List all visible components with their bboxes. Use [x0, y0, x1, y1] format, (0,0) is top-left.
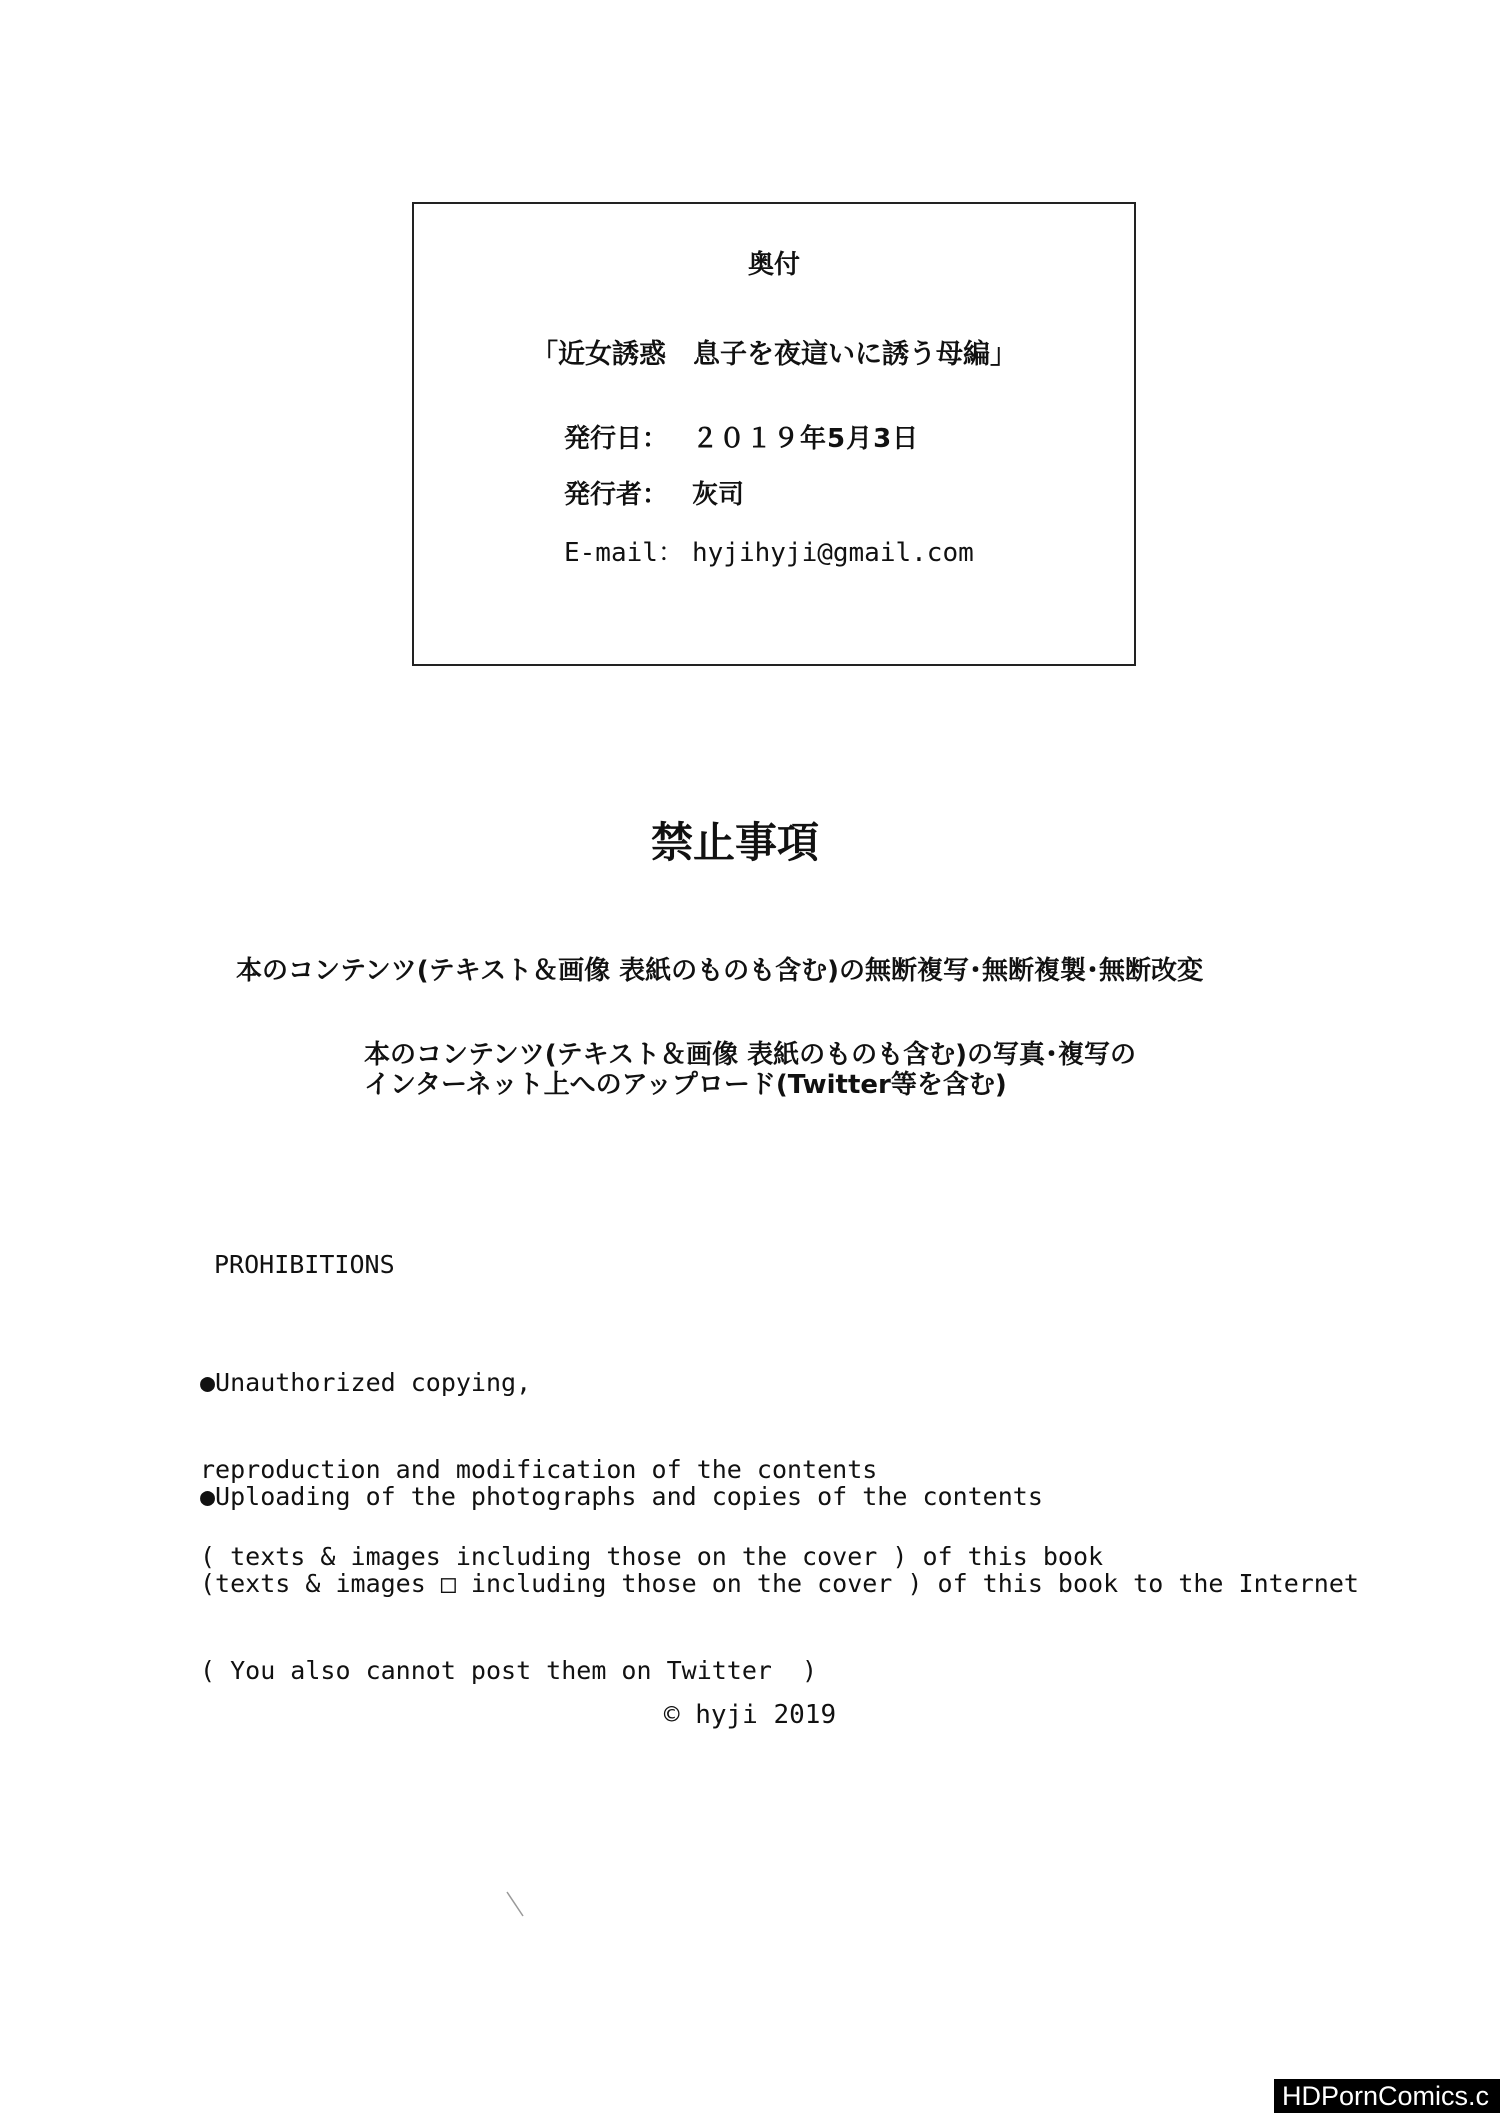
colophon-box — [412, 202, 1136, 666]
prohibitions-heading-en: PROHIBITIONS — [214, 1250, 395, 1279]
site-watermark: HDPornComics.c — [1274, 2079, 1500, 2113]
prohibition-item-2-jp — [364, 1040, 1136, 1100]
publisher-row — [564, 474, 744, 511]
publication-date-label: 発行日： — [564, 424, 669, 454]
prohibition-item-1-en-line-3: ( texts & images including those on the cover ) of this book — [200, 1542, 1104, 1571]
publication-date-row — [564, 418, 919, 455]
colophon-heading: 奥付 — [747, 250, 800, 280]
prohibition-item-2-jp-line-2: インターネット上へのアップロード(Twitter等を含む) — [364, 1070, 1007, 1100]
publisher-label: 発行者： — [564, 480, 669, 510]
prohibition-item-2-en-line-2: (texts & images □ including those on the cover ) of this book to the Internet — [200, 1569, 1359, 1598]
prohibition-item-2-jp-line-1: 本のコンテンツ(テキスト＆画像 表紙のものも含む)の写真･複写の — [364, 1040, 1136, 1070]
prohibition-item-2-en — [200, 1424, 1359, 1714]
prohibition-item-1-en-line-1: ●Unauthorized copying, — [200, 1368, 532, 1397]
email-label: E-mail： — [564, 538, 684, 568]
prohibition-item-1-jp: 本のコンテンツ(テキスト＆画像 表紙のものも含む)の無断複写･無断複製･無断改変 — [236, 956, 1203, 986]
prohibition-item-2-en-line-1: ●Uploading of the photographs and copies of the contents — [200, 1482, 1043, 1511]
book-title: 「近女誘惑 息子を夜這いに誘う母編」 — [531, 339, 1017, 370]
publisher-value: 灰司 — [692, 480, 745, 510]
prohibitions-heading-jp: 禁止事項 — [650, 818, 819, 867]
copyright-notice: © hyji 2019 — [663, 1700, 837, 1730]
prohibition-item-2-en-line-3: ( You also cannot post them on Twitter ) — [200, 1656, 818, 1685]
email-value: hyjihyji@gmail.com — [692, 538, 974, 568]
publication-date-value: ２０１９年5月3日 — [692, 424, 920, 454]
email-row — [564, 532, 974, 569]
prohibition-item-1-en-line-2: reproduction and modification of the contents — [200, 1455, 878, 1484]
stray-pen-mark — [504, 1890, 526, 1918]
